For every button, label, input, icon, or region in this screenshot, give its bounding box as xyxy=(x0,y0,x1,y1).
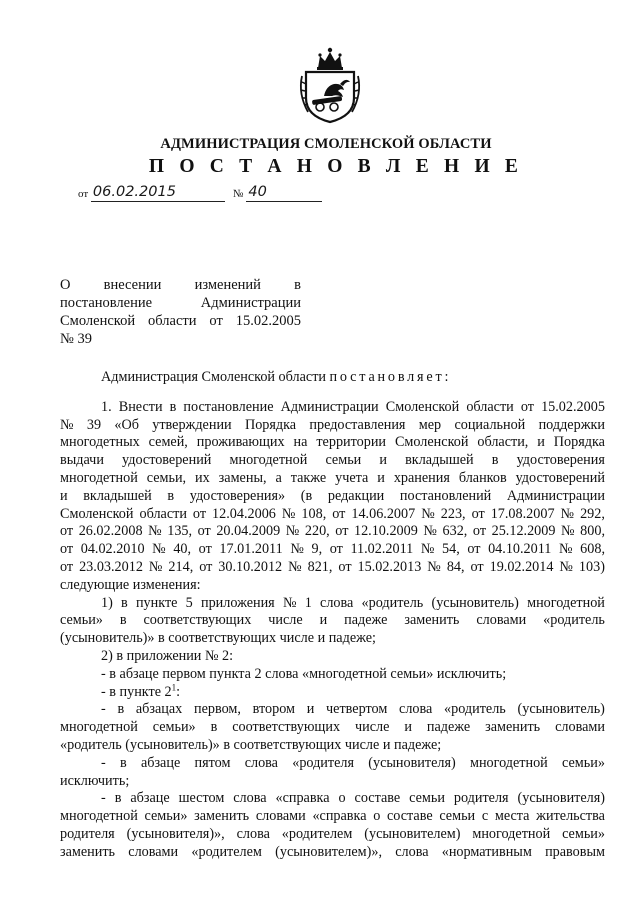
body-word: 26.02.2008 xyxy=(78,523,143,540)
body-word: четвертом xyxy=(326,701,388,718)
body-line-text: следующие изменения: xyxy=(60,576,201,593)
date-prefix: от xyxy=(78,188,89,200)
body-word: № xyxy=(285,523,300,540)
body-word: № xyxy=(559,541,573,558)
body-word: жительства xyxy=(536,808,605,825)
body-word: № xyxy=(60,416,74,433)
body-line xyxy=(60,559,605,577)
body-word: «справка xyxy=(312,808,367,825)
body-word: 1. xyxy=(101,398,112,415)
body-word: 608, xyxy=(580,541,605,558)
body-line xyxy=(60,808,605,826)
body-word: в xyxy=(210,719,218,736)
body-word: предоставления xyxy=(309,416,406,433)
body-word: слова xyxy=(395,843,429,860)
subject-word: изменений xyxy=(194,277,261,293)
body-word: слова xyxy=(399,701,433,718)
body-word: Смоленской xyxy=(385,398,460,415)
body-word: «родителем xyxy=(281,825,353,842)
body-line xyxy=(60,719,605,737)
body-word: 292, xyxy=(580,505,605,522)
body-word: № xyxy=(427,558,441,575)
body-line-tail: : xyxy=(176,683,181,700)
body-line-text: «родитель (усыновитель)» в соответствующих числе и падеже; xyxy=(60,736,442,753)
body-word: от xyxy=(472,523,487,540)
body-word: многодетной xyxy=(60,719,138,736)
body-line xyxy=(60,630,605,648)
body-word: Смоленской xyxy=(60,505,134,522)
body-word: абзацах xyxy=(135,701,183,718)
body-word: и xyxy=(404,719,412,736)
body-line xyxy=(60,577,605,595)
body-word: семьи xyxy=(409,790,445,807)
body-word: «нормативным xyxy=(441,843,532,860)
body-word: 14.06.2007 xyxy=(351,505,416,522)
body-word: Смоленской xyxy=(394,434,469,451)
body-word: 220, xyxy=(304,523,330,540)
document-body xyxy=(60,369,605,862)
body-word: от xyxy=(199,558,213,575)
body-word: - xyxy=(101,701,106,718)
body-word: (в xyxy=(300,487,313,504)
body-word: (усыновителем)», xyxy=(275,843,382,860)
body-word: и xyxy=(379,452,387,469)
body-word: 214, xyxy=(168,558,194,575)
body-line xyxy=(60,470,605,488)
number-prefix: № xyxy=(232,188,244,200)
subject-line-2 xyxy=(60,294,301,312)
body-word: (усыновителем) xyxy=(364,825,461,842)
subject-word: в xyxy=(294,277,301,293)
body-word: в xyxy=(117,701,125,718)
date-number-line xyxy=(78,184,322,202)
body-word: семьи, xyxy=(146,469,187,486)
body-word: абзаце xyxy=(140,754,181,771)
body-word: многодетной xyxy=(469,754,548,771)
body-word: от xyxy=(470,558,484,575)
body-word: территории xyxy=(316,434,387,451)
subject-word: О xyxy=(60,277,71,293)
body-word: пятом xyxy=(194,754,231,771)
body-word: о xyxy=(373,808,381,825)
body-word: от xyxy=(198,541,212,558)
body-line xyxy=(60,434,605,452)
body-word: 103) xyxy=(578,558,605,575)
body-word: семьи» xyxy=(144,808,188,825)
body-word: правовым xyxy=(545,843,605,860)
body-line xyxy=(60,488,605,506)
body-word: 223, xyxy=(440,505,466,522)
body-word: составе xyxy=(354,790,401,807)
body-word: от xyxy=(520,398,534,415)
body-word: «родитель xyxy=(543,612,605,629)
body-word: слова xyxy=(320,594,354,611)
body-word: их xyxy=(195,469,210,486)
body-line xyxy=(60,452,605,470)
body-word: семьи» xyxy=(562,825,605,842)
enacting-clause-text: Администрация Смоленской области xyxy=(101,369,330,385)
body-word: многодетной xyxy=(472,825,551,842)
body-line xyxy=(60,666,605,684)
body-line xyxy=(60,681,605,702)
body-word: от xyxy=(197,523,211,540)
body-word: числе xyxy=(268,612,303,629)
body-word: и xyxy=(319,612,328,629)
body-line-text: 2) в приложении № 2: xyxy=(101,647,234,664)
body-word: от xyxy=(338,558,352,575)
body-word: о xyxy=(338,790,346,807)
body-word: родителя xyxy=(60,825,115,842)
body-word: соответствующих xyxy=(232,719,341,736)
body-word: постановлений xyxy=(399,487,492,504)
body-line xyxy=(60,790,605,808)
body-word: многодетной xyxy=(60,808,138,825)
body-word: в xyxy=(119,612,127,629)
body-word: 15.02.2013 xyxy=(357,558,422,575)
body-word: вкладышей xyxy=(83,487,152,504)
body-word: составе xyxy=(387,808,433,825)
body-word: заменить xyxy=(194,808,250,825)
body-word: 04.10.2011 xyxy=(488,541,552,558)
body-word: «родитель xyxy=(444,701,506,718)
body-word: № xyxy=(288,558,302,575)
body-word: 17.08.2007 xyxy=(490,505,555,522)
body-word: 19.02.2014 xyxy=(489,558,554,575)
body-word: в xyxy=(491,452,499,469)
body-word: от xyxy=(60,558,74,575)
body-word: от xyxy=(60,541,74,558)
body-word: заменить xyxy=(485,719,541,736)
body-word: 135, xyxy=(167,523,193,540)
body-word: 9, xyxy=(311,541,323,558)
body-word: родителя xyxy=(453,790,509,807)
body-word: 84, xyxy=(446,558,465,575)
body-word: мер xyxy=(418,416,442,433)
body-word: вкладышей xyxy=(405,452,474,469)
body-word: шестом xyxy=(178,790,225,807)
body-word: 30.10.2012 xyxy=(218,558,283,575)
body-word: Внести xyxy=(118,398,163,415)
body-word: № xyxy=(148,523,162,540)
agency-name: АДМИНИСТРАЦИЯ СМОЛЕНСКОЙ ОБЛАСТИ xyxy=(160,136,492,152)
body-word: области xyxy=(466,398,514,415)
body-word: 12.10.2009 xyxy=(353,523,418,540)
body-word: пункте xyxy=(135,594,178,611)
body-word: семьи» xyxy=(60,612,103,629)
body-word: удостоверения» xyxy=(189,487,286,504)
body-word: числе xyxy=(354,719,390,736)
body-word: удостоверений xyxy=(122,452,212,469)
body-word: 17.01.2011 xyxy=(219,541,283,558)
body-word: (усыновитель) xyxy=(517,701,605,718)
body-word: «родителя xyxy=(292,754,355,771)
body-word: «родителем xyxy=(191,843,262,860)
enacting-verb: постановляет: xyxy=(329,369,452,385)
body-word: падеже xyxy=(344,612,388,629)
body-word: в xyxy=(121,594,128,611)
body-word: № xyxy=(148,558,163,575)
subject-word: 15.02.2005 xyxy=(235,313,301,329)
body-word: области xyxy=(139,505,187,522)
body-line xyxy=(60,826,605,844)
body-word: от xyxy=(471,505,485,522)
subject-word: области xyxy=(148,313,197,329)
body-word: 15.02.2005 xyxy=(541,398,605,415)
body-line xyxy=(60,844,605,862)
body-word: абзаце xyxy=(130,790,170,807)
body-line xyxy=(60,648,605,666)
body-line xyxy=(60,737,605,755)
body-word: от xyxy=(329,541,343,558)
body-word: первом, xyxy=(194,701,241,718)
coat-of-arms-icon xyxy=(296,46,364,124)
body-word: словами xyxy=(555,719,605,736)
subject-line-4: № 39 xyxy=(60,331,92,347)
document-title: П О С Т А Н О В Л Е Н И Е xyxy=(148,156,524,177)
handwritten-date: 06.02.2015 xyxy=(92,184,176,200)
body-line xyxy=(60,773,605,791)
body-word: (усыновитель) xyxy=(431,594,519,611)
body-word: втором xyxy=(252,701,296,718)
body-word: социальной xyxy=(454,416,526,433)
body-word: 25.12.2009 xyxy=(491,523,556,540)
body-word: поддержки xyxy=(538,416,605,433)
body-word: учета xyxy=(335,469,369,486)
body-line xyxy=(60,612,605,630)
subject-word: внесении xyxy=(103,277,162,293)
body-word: № xyxy=(560,505,575,522)
body-word: семьи» xyxy=(562,754,605,771)
body-word: 632, xyxy=(442,523,468,540)
body-word: Администрации xyxy=(506,487,605,504)
body-word: словами xyxy=(255,808,306,825)
subject-line-1 xyxy=(60,276,301,294)
body-word: семьи xyxy=(325,452,362,469)
body-word: 108, xyxy=(301,505,327,522)
body-word: 20.04.2009 xyxy=(216,523,281,540)
body-word: бланков xyxy=(458,469,507,486)
body-word: утверждении xyxy=(152,416,232,433)
subject-word: постановление xyxy=(60,295,153,311)
body-word: № xyxy=(281,505,296,522)
body-word: 11.02.2011 xyxy=(350,541,414,558)
body-line xyxy=(60,595,605,613)
subject-word: от xyxy=(209,313,223,329)
body-word: от xyxy=(192,505,207,522)
enacting-clause xyxy=(60,369,605,387)
body-word: и xyxy=(60,487,68,504)
body-word: 04.02.2010 xyxy=(80,541,145,558)
body-word: (усыновителя) xyxy=(517,790,605,807)
body-word: в xyxy=(114,790,122,807)
body-word: 54, xyxy=(442,541,460,558)
body-word: проживающих xyxy=(196,434,285,451)
body-word: удостоверения xyxy=(516,452,605,469)
body-word: словами xyxy=(476,612,527,629)
body-word: в xyxy=(119,754,127,771)
handwritten-number: 40 xyxy=(248,184,267,200)
body-word: № xyxy=(423,523,437,540)
body-word: и xyxy=(537,434,545,451)
body-word: удостоверений xyxy=(515,469,605,486)
body-word: № xyxy=(559,558,573,575)
body-word: Порядка xyxy=(244,416,297,433)
subject-word: Смоленской xyxy=(60,313,136,329)
body-line xyxy=(60,755,605,773)
body-word: семей, xyxy=(148,434,188,451)
body-word: области, xyxy=(477,434,529,451)
body-word: многодетных xyxy=(60,434,140,451)
body-line-text: исключить; xyxy=(60,772,130,789)
body-word: замены, xyxy=(218,469,267,486)
body-word: 800, xyxy=(580,523,605,540)
body-word: № xyxy=(152,541,166,558)
body-word: многодетной xyxy=(527,594,605,611)
body-word: приложения xyxy=(200,594,275,611)
body-word: - xyxy=(101,754,106,771)
number-field xyxy=(246,184,322,202)
body-word: «родитель xyxy=(361,594,424,611)
body-word: на xyxy=(293,434,308,451)
body-word: редакции xyxy=(327,487,385,504)
body-word: - xyxy=(101,790,106,807)
body-word: (усыновителя) xyxy=(368,754,456,771)
date-field xyxy=(91,184,225,202)
body-word: 23.03.2012 xyxy=(79,558,143,575)
body-word: многодетной xyxy=(60,469,138,486)
body-word: многодетной xyxy=(229,452,308,469)
body-word: а xyxy=(275,469,282,486)
body-word: 5 xyxy=(185,594,193,611)
body-line xyxy=(60,541,605,559)
body-line xyxy=(60,701,605,719)
body-word: 40, xyxy=(173,541,192,558)
body-word: словами xyxy=(128,843,179,860)
body-word: также xyxy=(290,469,327,486)
body-word: «Об xyxy=(114,416,139,433)
body-word: места xyxy=(494,808,530,825)
body-word: 12.04.2006 xyxy=(212,505,276,522)
body-word: 1) xyxy=(101,594,113,611)
body-word: № xyxy=(420,541,435,558)
body-word: 821, xyxy=(307,558,333,575)
subject-line-3 xyxy=(60,312,301,330)
body-word: № xyxy=(421,505,435,522)
body-word: (усыновителя)», xyxy=(126,825,225,842)
body-word: в xyxy=(169,398,177,415)
body-word: соответствующих xyxy=(143,612,252,629)
body-line xyxy=(60,523,605,541)
body-word: и xyxy=(377,469,385,486)
body-word: слова xyxy=(233,790,267,807)
body-word: от xyxy=(332,505,346,522)
body-line xyxy=(60,417,605,435)
body-word: слова xyxy=(236,825,270,842)
body-line-text: - в абзаце первом пункта 2 слова «многодетной семьи» исключить; xyxy=(101,665,507,682)
body-word: № xyxy=(290,541,304,558)
body-word: от xyxy=(60,523,74,540)
body-word: Порядка xyxy=(553,434,605,451)
body-word: постановление xyxy=(183,398,274,415)
body-word: заменить xyxy=(404,612,460,629)
body-word: семьи xyxy=(439,808,476,825)
body-line xyxy=(60,506,605,524)
body-word: от xyxy=(335,523,349,540)
body-word: хранения xyxy=(393,469,450,486)
body-lines xyxy=(60,399,605,862)
body-word: от xyxy=(467,541,481,558)
subject-word: Администрации xyxy=(200,295,301,311)
body-word: выдачи xyxy=(60,452,104,469)
body-word: заменить xyxy=(60,843,116,860)
body-word: 1 xyxy=(304,594,312,611)
body-word: «справка xyxy=(275,790,330,807)
body-word: с xyxy=(481,808,489,825)
body-word: падеже xyxy=(426,719,471,736)
subject-block xyxy=(60,276,301,348)
body-word: Администрации xyxy=(280,398,379,415)
body-word: № xyxy=(282,594,297,611)
body-word: слова xyxy=(244,754,278,771)
body-word: 39 xyxy=(86,416,102,433)
body-word: и xyxy=(306,701,315,718)
body-word: в xyxy=(167,487,175,504)
body-line-text: - в пункте 2 xyxy=(101,683,172,700)
body-word: № xyxy=(561,523,575,540)
body-line xyxy=(60,399,605,417)
body-line-text: (усыновитель)» в соответствующих числе и падеже; xyxy=(60,630,376,647)
superscript: 1 xyxy=(171,681,177,692)
body-word: семьи» xyxy=(152,719,196,736)
